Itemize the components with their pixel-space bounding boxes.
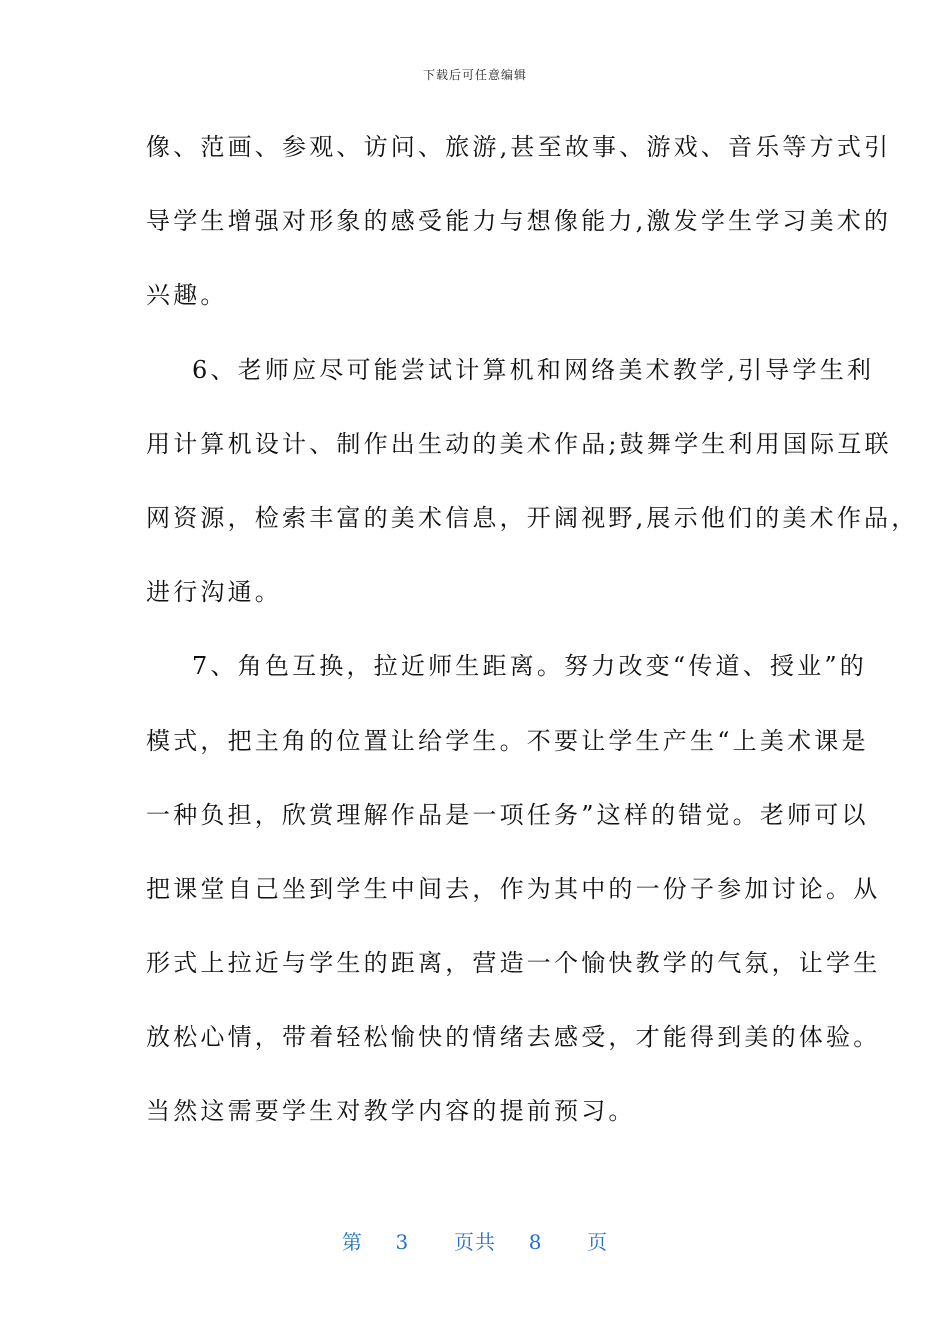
text-line: 像、范画、参观、访问、旅游,甚至故事、游戏、音乐等方式引	[146, 133, 892, 161]
text-line: 进行沟通。	[146, 578, 282, 607]
paragraph-start-line: 7、角色互换，拉近师生距离。努力改变“传道、授业”的	[192, 652, 868, 681]
text-line: 用计算机设计、制作出生动的美术作品;鼓舞学生利用国际互联	[146, 429, 892, 458]
header-note: 下载后可任意编辑	[422, 68, 527, 82]
current-page-number: 3	[395, 1230, 410, 1254]
text-line: 一种负担，欣赏理解作品是一项任务”这样的错觉。老师可以	[146, 800, 869, 829]
text-line: 形式上拉近与学生的距离，营造一个愉快教学的气氛，让学生	[146, 949, 881, 978]
footer-prefix: 第	[341, 1230, 363, 1254]
text-line: 网资源，检索丰富的美术信息，开阔视野,展示他们的美术作品，	[146, 503, 919, 532]
text-line: 导学生增强对形象的感受能力与想像能力,激发学生学习美术的	[146, 207, 892, 236]
text-line: 兴趣。	[146, 281, 228, 310]
document-body	[146, 124, 919, 1163]
paragraph-start-line: 6、老师应尽可能尝试计算机和网络美术教学,引导学生利	[192, 355, 875, 384]
total-pages-number: 8	[528, 1230, 543, 1254]
footer-middle: 页共	[454, 1230, 496, 1254]
page-footer	[0, 1226, 950, 1255]
text-line: 放松心情，带着轻松愉快的情绪去感受，才能得到美的体验。	[146, 1023, 881, 1052]
text-line: 当然这需要学生对教学内容的提前预习。	[146, 1097, 636, 1126]
footer-suffix: 页	[587, 1230, 609, 1254]
text-line: 模式，把主角的位置让给学生。不要让学生产生“上美术课是	[146, 726, 869, 755]
text-line: 把课堂自己坐到学生中间去，作为其中的一份子参加讨论。从	[146, 874, 881, 903]
